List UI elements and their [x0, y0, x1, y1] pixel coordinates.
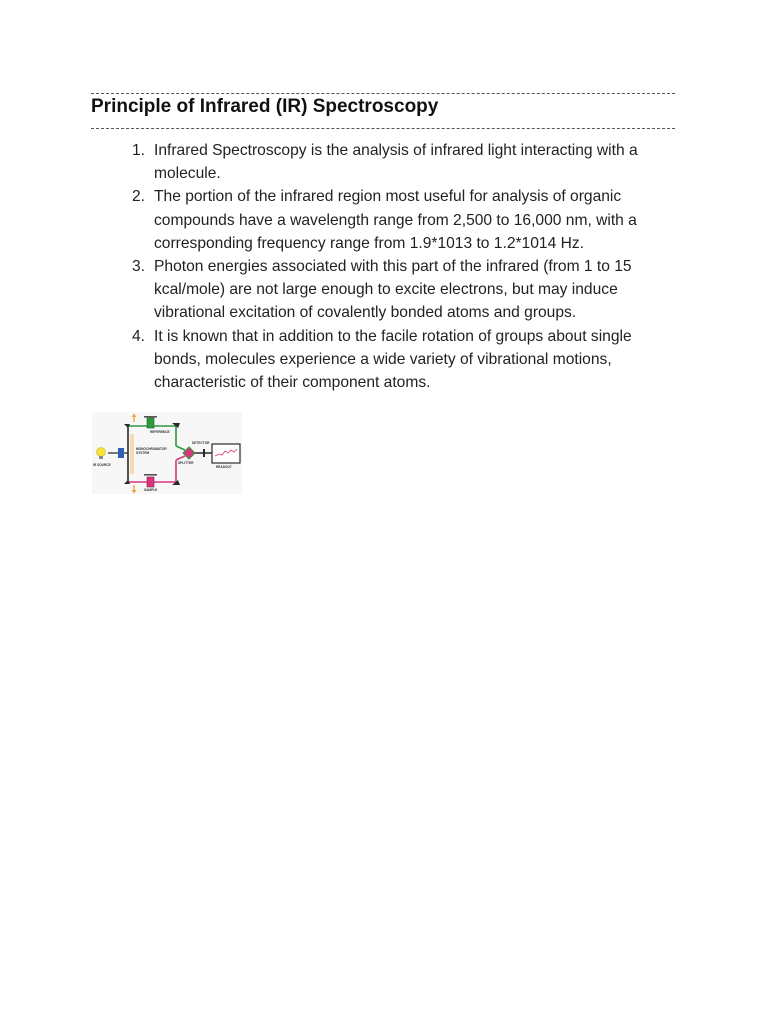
ir-spectrometer-svg: [92, 412, 242, 494]
list-item-text: Infrared Spectroscopy is the analysis of infrared light interacting with a molecule.: [154, 142, 638, 183]
list-item-text: It is known that in addition to the facile rotation of groups about single bonds, molecules experience a wide variety of vibrational motions, characteristic of their component atoms.: [154, 327, 632, 392]
reference-cell: [147, 418, 154, 428]
monochromator-beam: [130, 434, 134, 474]
list-item: [132, 255, 678, 325]
list-item-number: 4.: [132, 327, 146, 345]
label-detector: DETECTOR: [192, 441, 210, 445]
title-bottom-rule: [91, 128, 675, 129]
list-item: [132, 325, 678, 395]
label-sample: SAMPLE: [144, 488, 158, 492]
list-item-text: The portion of the infrared region most useful for analysis of organic compounds have a wavelength range from 2,500 to 16,000 nm, with a corresponding frequency range from 1.9*1013 to 1.2*1014 Hz.: [154, 188, 637, 252]
label-ir-source: IR SOURCE: [93, 463, 111, 467]
light-bulb-base: [99, 456, 103, 459]
list-item: [132, 185, 678, 255]
reference-cell-cap: [144, 416, 157, 418]
list-item: [132, 139, 678, 185]
principles-list: [132, 139, 678, 394]
detector-element: [203, 449, 205, 457]
readout-screen: [212, 444, 240, 463]
ir-spectrometer-diagram: [92, 412, 242, 494]
monochromator-prism: [118, 448, 124, 458]
label-monochromator-2: SYSTEM: [136, 451, 150, 455]
label-reference: REFERENCE: [150, 430, 170, 434]
page-title: Principle of Infrared (IR) Spectroscopy: [91, 96, 439, 117]
list-item-text: Photon energies associated with this part of the infrared (from 1 to 15 kcal/mole) are not large enough to excite electrons, but may induce vibrational excitation of covalently bonded atoms and groups.: [154, 258, 632, 322]
label-monochromator-1: MONOCHROMATOR: [136, 447, 167, 451]
sample-cell: [147, 477, 154, 487]
list-item-number: 3.: [132, 258, 146, 276]
sample-cell-cap: [144, 474, 157, 476]
title-top-rule: [91, 93, 675, 94]
light-bulb-icon: [97, 448, 106, 457]
label-readout: READOUT: [216, 465, 232, 469]
list-item-number: 2.: [132, 188, 146, 206]
label-splitter: SPLITTER: [178, 461, 194, 465]
list-item-number: 1.: [132, 142, 146, 159]
